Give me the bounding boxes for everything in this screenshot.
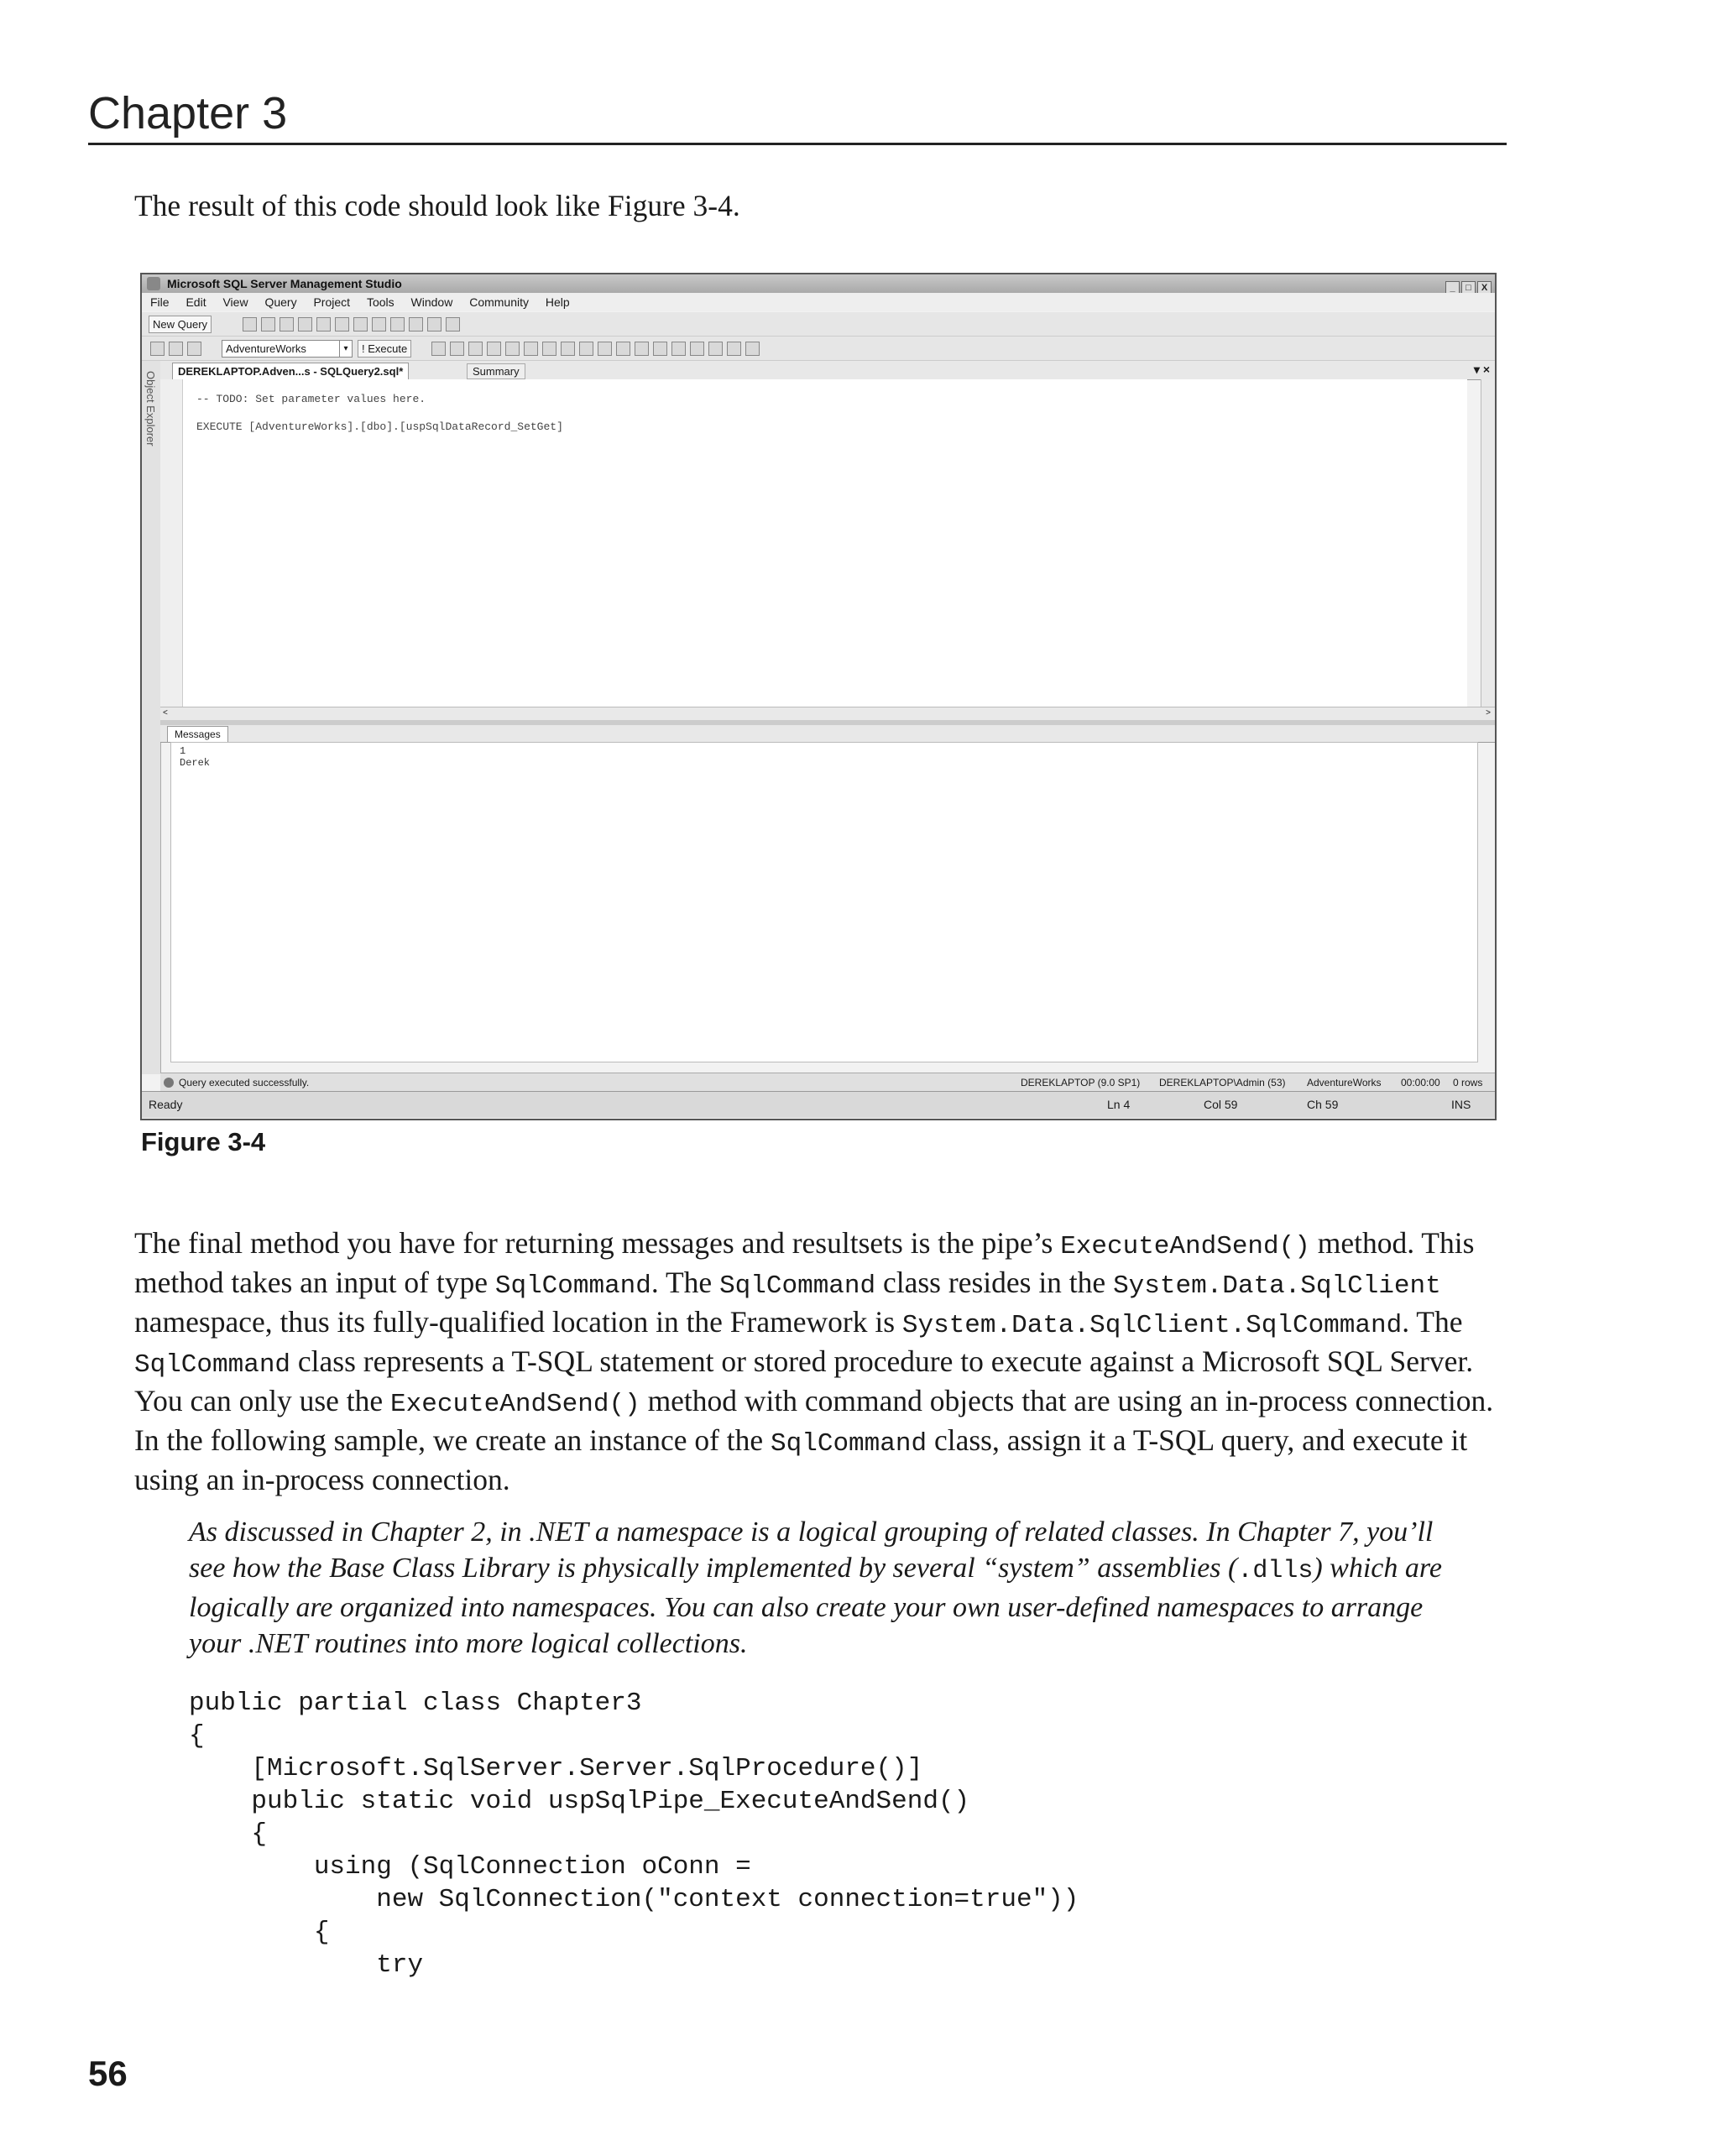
toolbar-icon[interactable] [542, 342, 556, 356]
message-line: 1 [180, 745, 186, 757]
window-title: Microsoft SQL Server Management Studio [167, 277, 402, 290]
menu-file[interactable]: File [150, 295, 170, 309]
toolbar-icon[interactable] [298, 317, 312, 331]
tab-summary[interactable]: Summary [467, 363, 525, 379]
inline-code: SqlCommand [134, 1350, 291, 1380]
toolbar-icon[interactable] [390, 317, 405, 331]
editor-gutter [160, 379, 182, 707]
toolbar-icon[interactable] [427, 317, 442, 331]
status-ready: Ready [149, 1098, 183, 1111]
intro-text: The result of this code should look like Figure 3-4. [134, 189, 740, 222]
para-text: method with command objects that are using an in-process connection. In the following sample, we create an instance of the [134, 1384, 1494, 1457]
toolbar-icon[interactable] [690, 342, 704, 356]
toolbar-icon[interactable] [261, 317, 275, 331]
inline-code: System.Data.SqlClient [1113, 1271, 1441, 1301]
menu-query[interactable]: Query [264, 295, 297, 309]
elapsed-time: 00:00:00 [1401, 1077, 1440, 1088]
toolbar-icons [243, 317, 464, 331]
inline-code: SqlCommand [771, 1429, 927, 1459]
user-name: DEREKLAPTOP\Admin (53) [1159, 1077, 1286, 1088]
toolbar-icon[interactable] [316, 317, 331, 331]
scroll-right-icon[interactable]: > [1486, 708, 1491, 718]
database-select[interactable] [222, 340, 353, 358]
toolbar-icon[interactable] [409, 317, 423, 331]
menu-tools[interactable]: Tools [366, 295, 394, 309]
para-text: class represents a T-SQL statement or stored procedure to execute against a Microsoft SQL Server. You can only use the [134, 1344, 1474, 1417]
para-text: . The [1402, 1305, 1463, 1339]
standard-toolbar [142, 312, 1495, 337]
toolbar-icon[interactable] [372, 317, 386, 331]
messages-pane [170, 742, 1478, 1062]
window-titlebar [142, 274, 1495, 293]
toolbar-icon[interactable] [335, 317, 349, 331]
toolbar-icon[interactable] [169, 342, 183, 356]
tab-messages[interactable]: Messages [167, 726, 228, 743]
status-insert-mode: INS [1451, 1098, 1471, 1111]
chevron-down-icon: ▾ [339, 341, 352, 357]
query-status-bar [160, 1073, 1495, 1092]
note-box [189, 1514, 1465, 1662]
inline-code: System.Data.SqlClient.SqlCommand [901, 1311, 1403, 1340]
toolbar-icons [431, 342, 764, 355]
para-text: The final method you have for returning messages and resultsets is the pipe’s [134, 1226, 1061, 1260]
toolbar-icon[interactable] [671, 342, 686, 356]
tab-sqlquery2[interactable]: DEREKLAPTOP.Adven...s - SQLQuery2.sql* [172, 363, 409, 380]
inline-code: SqlCommand [494, 1271, 651, 1301]
tab-close-icon[interactable]: ▾ × [1473, 363, 1490, 376]
chapter-heading: Chapter 3 [88, 88, 288, 138]
inline-code: ExecuteAndSend() [390, 1390, 640, 1419]
para-text: namespace, thus its fully-qualified location in the Framework is [134, 1305, 902, 1339]
row-count: 0 rows [1453, 1077, 1483, 1088]
status-bar [142, 1091, 1495, 1118]
sql-editor-toolbar [142, 337, 1495, 361]
chapter-rule [88, 143, 1507, 145]
menu-view[interactable]: View [222, 295, 248, 309]
success-icon [164, 1078, 174, 1088]
toolbar-icon[interactable] [579, 342, 593, 356]
maximize-button[interactable]: □ [1461, 281, 1476, 295]
database-name: AdventureWorks [1307, 1077, 1382, 1088]
code-listing: public partial class Chapter3 { [Microsoft.SqlServer.Server.SqlProcedure()] public static void uspSqlPipe_ExecuteAndSend() { using (SqlConnection oConn = new SqlConnection("context connection=true")) { try [189, 1689, 1079, 1980]
ssms-screenshot [140, 273, 1497, 1120]
toolbar-icon[interactable] [561, 342, 575, 356]
inline-code: SqlCommand [719, 1271, 876, 1301]
toolbar-icon[interactable] [280, 317, 294, 331]
status-char: Ch 59 [1307, 1098, 1339, 1111]
toolbar-icon[interactable] [505, 342, 520, 356]
para-text: class resides in the [875, 1266, 1114, 1299]
app-icon [147, 277, 160, 290]
execute-button[interactable]: ! Execute [358, 340, 411, 358]
toolbar-icon[interactable] [150, 342, 165, 356]
toolbar-icon[interactable] [487, 342, 501, 356]
toolbar-icon[interactable] [727, 342, 741, 356]
toolbar-icon[interactable] [431, 342, 446, 356]
page-number: 56 [88, 2054, 128, 2093]
inline-code: ExecuteAndSend() [1060, 1232, 1310, 1261]
toolbar-icon[interactable] [446, 317, 460, 331]
editor-horizontal-scrollbar[interactable] [160, 707, 1495, 721]
database-select-value: AdventureWorks [226, 342, 306, 355]
editor-vertical-scrollbar[interactable] [1481, 379, 1495, 707]
para-text: . The [651, 1266, 720, 1299]
para-text: method. This method takes an input of type [134, 1226, 1475, 1299]
toolbar-icon[interactable] [598, 342, 612, 356]
query-editor[interactable] [182, 379, 1467, 707]
note-text: ) which are logically are organized into namespaces. You can also create your own user-defined namespaces to arrange your .NET routines into more logical collections. [189, 1553, 1442, 1659]
toolbar-icons [150, 342, 206, 355]
server-name: DEREKLAPTOP (9.0 SP1) [1021, 1077, 1141, 1088]
query-status-text: Query executed successfully. [179, 1077, 310, 1088]
toolbar-icon[interactable] [653, 342, 667, 356]
object-explorer-sidebar[interactable] [142, 361, 161, 1074]
toolbar-icon[interactable] [468, 342, 483, 356]
menu-community[interactable]: Community [469, 295, 529, 309]
toolbar-icon[interactable] [616, 342, 630, 356]
toolbar-icon[interactable] [450, 342, 464, 356]
toolbar-icon[interactable] [353, 317, 368, 331]
menu-edit[interactable]: Edit [185, 295, 206, 309]
toolbar-icon[interactable] [635, 342, 649, 356]
scroll-left-icon[interactable]: < [163, 708, 168, 718]
status-column: Col 59 [1204, 1098, 1238, 1111]
toolbar-icon[interactable] [745, 342, 760, 356]
menu-window[interactable]: Window [410, 295, 453, 309]
minimize-button[interactable]: _ [1445, 281, 1460, 295]
para-text: class, assign it a T-SQL query, and execute it using an in-process connection. [134, 1423, 1468, 1496]
results-tabs [160, 725, 1495, 743]
toolbar-icon[interactable] [524, 342, 538, 356]
body-paragraph [134, 1225, 1519, 1498]
status-line: Ln 4 [1107, 1098, 1131, 1111]
toolbar-icon[interactable] [243, 317, 257, 331]
menu-project[interactable]: Project [313, 295, 351, 309]
editor-line: -- TODO: Set parameter values here. [196, 393, 426, 405]
toolbar-icon[interactable] [187, 342, 201, 356]
toolbar-icon[interactable] [708, 342, 723, 356]
menubar [142, 293, 1495, 311]
message-line: Derek [180, 757, 211, 769]
close-button[interactable]: X [1477, 281, 1492, 295]
document-tabs [160, 361, 1495, 380]
figure-caption: Figure 3-4 [141, 1127, 266, 1156]
menu-help[interactable]: Help [545, 295, 570, 309]
note-text: As discussed in Chapter 2, in .NET a namespace is a logical grouping of related classes. In Chapter 7, you’ll see how the Base Class Library is physically implemented by several “system” assemblies ( [189, 1517, 1434, 1584]
object-explorer-label: Object Explorer [144, 371, 157, 446]
editor-line: EXECUTE [AdventureWorks].[dbo].[uspSqlDataRecord_SetGet] [196, 420, 563, 433]
inline-code: .dlls [1237, 1557, 1314, 1585]
new-query-button[interactable]: New Query [149, 316, 212, 333]
